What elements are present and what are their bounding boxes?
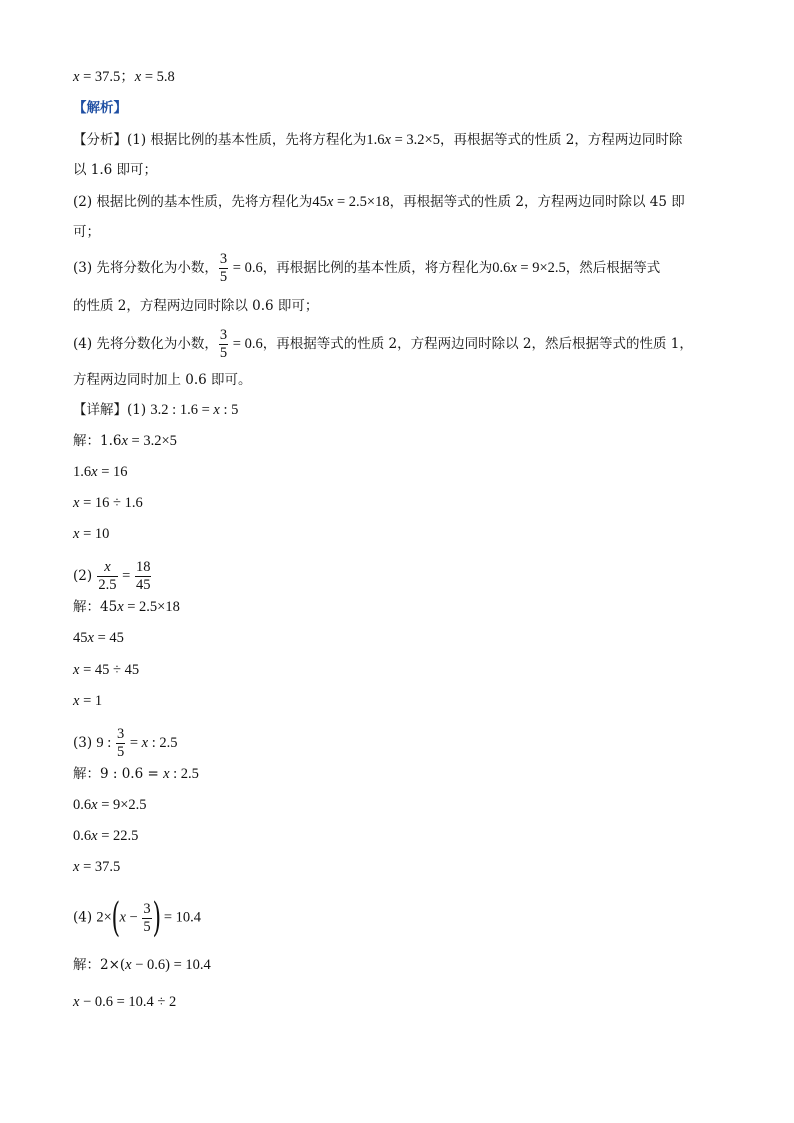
detail-q2: (2) $\frac{x}{2.5}$ = $\frac{18}{45}$ xyxy=(73,559,151,593)
right-paren: ) xyxy=(152,895,161,941)
analysis-p4-cont: 方程两边同时加上 0.6 即可。 xyxy=(73,372,252,388)
fraction: $\frac{3}{5}$ xyxy=(116,726,125,760)
analysis-p2-cont: 可； xyxy=(73,224,100,240)
fraction: $\frac{3}{5}$ xyxy=(219,251,228,285)
detail-q4: (4) 2×(x − $\frac{3}{5}$ ) = 10.4 xyxy=(73,895,202,941)
analysis-p3: (3) 先将分数化为小数， $\frac{3}{5}$ = 0.6，再根据比例的基本性质，将方程化为0.6x = 9×2.5，然后根据等式 xyxy=(73,251,661,285)
step-line: 0.6x = 22.5 xyxy=(73,828,139,844)
step-line: 解：1.6x = 3.2×5 xyxy=(73,433,177,449)
analysis-p4: (4) 先将分数化为小数， $\frac{3}{5}$ = 0.6，再根据等式的性质 2，方程两边同时除以 2，然后根据等式的性质 1， xyxy=(73,327,693,361)
step-line: 1.6x = 16 xyxy=(73,464,128,480)
step-line: x = 10 xyxy=(73,526,110,542)
fraction: $\frac{3}{5}$ xyxy=(143,900,151,935)
step-line: 解：45x = 2.5×18 xyxy=(73,599,180,615)
fraction: $\frac{3}{5}$ xyxy=(219,327,228,361)
step-line: 解：9 : 0.6 = x : 2.5 xyxy=(73,766,199,782)
analysis-heading: 【解析】 xyxy=(73,100,127,116)
step-line: 0.6x = 9×2.5 xyxy=(73,797,147,813)
analysis-p2: (2) 根据比例的基本性质，先将方程化为45x = 2.5×18，再根据等式的性质 2，方程两边同时除以 45 即 xyxy=(73,194,685,210)
fraction: $\frac{x}{2.5}$ xyxy=(98,559,117,593)
step-line: x = 16 ÷ 1.6 xyxy=(73,495,143,511)
analysis-p1-cont: 以 1.6 即可； xyxy=(73,162,158,178)
step-line: x = 37.5 xyxy=(73,859,121,875)
analysis-p3-cont: 的性质 2，方程两边同时除以 0.6 即可； xyxy=(73,298,319,314)
step-line: x − 0.6 = 10.4 ÷ 2 xyxy=(73,994,177,1010)
step-line: x = 1 xyxy=(73,693,103,709)
detail-q1: 【详解】(1) 3.2 : 1.6 = x : 5 xyxy=(73,402,239,418)
detail-q3: (3) 9 : $\frac{3}{5}$ = x : 2.5 xyxy=(73,726,178,760)
analysis-p1: 【分析】(1) 根据比例的基本性质，先将方程化为1.6x = 3.2×5，再根据等式的性质 2，方程两边同时除 xyxy=(73,132,683,148)
answer-line: x = 37.5；x = 5.8 xyxy=(73,69,175,85)
step-line: 45x = 45 xyxy=(73,630,124,646)
step-line: 解：2×(x − 0.6) = 10.4 xyxy=(73,957,211,973)
left-paren: ( xyxy=(111,895,120,941)
fraction: $\frac{18}{45}$ xyxy=(135,559,151,593)
step-line: x = 45 ÷ 45 xyxy=(73,662,140,678)
